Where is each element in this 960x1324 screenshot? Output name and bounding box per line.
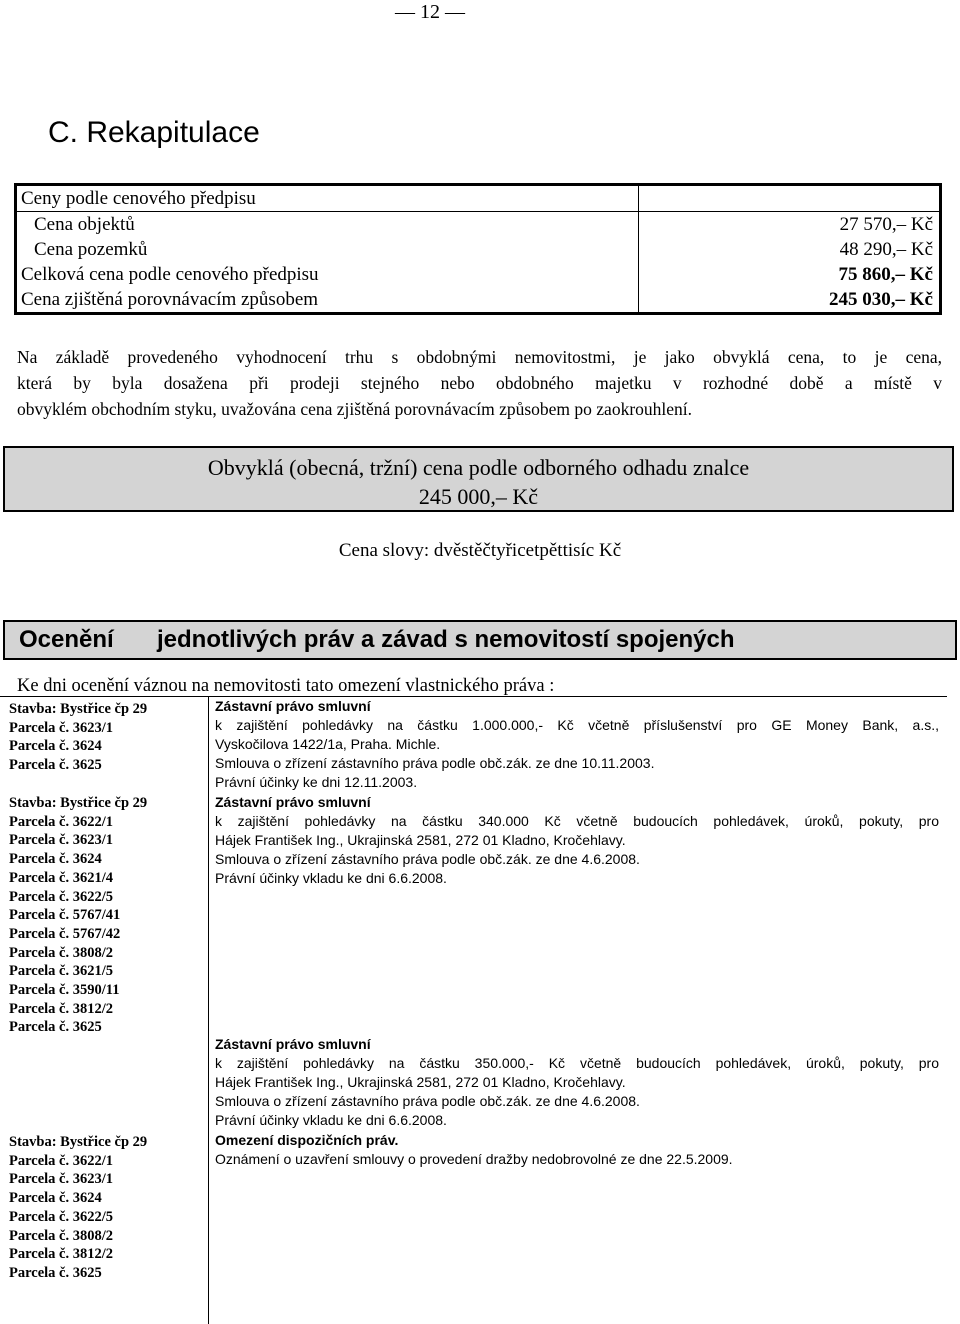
- encumbrance-line: Hájek František Ing., Ukrajinská 2581, 272 01 Kladno, Kročehlavy.: [215, 832, 626, 848]
- property-item: Parcela č. 5767/41: [9, 907, 121, 924]
- property-item: Parcela č. 5767/42: [9, 925, 121, 942]
- column-divider: [208, 697, 209, 1324]
- encumbrance-title: Zástavní právo smluvní: [215, 1036, 371, 1052]
- market-price-value: 245 000,– Kč: [418, 484, 539, 509]
- encumbrance-line: Vyskočilova 1422/1a, Praha. Michle.: [215, 736, 441, 752]
- paragraph-line: Na základě provedeného vyhodnocení trhu s obdobnými nemovitostmi, je jako obvyklá cena, to je cena,: [17, 347, 942, 367]
- encumbrance-line: Právní účinky vkladu ke dni 6.6.2008.: [215, 1112, 447, 1128]
- summary-value: 48 290,– Kč: [839, 239, 933, 260]
- summary-row: [17, 262, 939, 287]
- property-item: Parcela č. 3625: [9, 757, 102, 774]
- encumbrance-entry: [215, 697, 939, 792]
- property-item: Stavba: Bystřice čp 29: [9, 795, 148, 811]
- property-item: Parcela č. 3625: [9, 1264, 102, 1281]
- page-number-value: 12: [420, 1, 440, 23]
- valuation-paragraph: [17, 344, 942, 422]
- encumbrance-line: Právní účinky ke dni 12.11.2003.: [215, 774, 418, 790]
- property-item: Parcela č. 3621/5: [9, 963, 114, 980]
- property-item: Parcela č. 3812/2: [9, 1246, 114, 1263]
- property-item: Parcela č. 3622/5: [9, 888, 114, 905]
- rights-title-word: Ocenění: [19, 626, 114, 653]
- summary-row: [17, 287, 939, 312]
- encumbrance-line: Smlouva o zřízení zástavního práva podle obč.zák. ze dne 4.6.2008.: [215, 1093, 640, 1109]
- encumbrance-line: Smlouva o zřízení zástavního práva podle obč.zák. ze dne 10.11.2003.: [215, 755, 655, 771]
- encumbrance-title: Omezení dispozičních práv.: [215, 1132, 399, 1148]
- property-item: Parcela č. 3621/4: [9, 869, 114, 886]
- property-item: Parcela č. 3623/1: [9, 832, 114, 849]
- page-number: — 12 —: [395, 1, 465, 23]
- price-in-words: Cena slovy: dvěstěčtyřicetpěttisíc Kč: [338, 540, 622, 561]
- property-item: Parcela č. 3624: [9, 1190, 102, 1207]
- property-list: [9, 700, 147, 775]
- summary-label: Cena zjištěná porovnávacím způsobem: [17, 287, 639, 312]
- property-item: Stavba: Bystřice čp 29: [9, 701, 148, 717]
- summary-row: [17, 237, 939, 262]
- section-title: C. Rekapitulace: [48, 116, 260, 149]
- encumbrance-entry: [215, 793, 939, 888]
- summary-header-row: [17, 186, 939, 212]
- property-item: Stavba: Bystřice čp 29: [9, 1134, 148, 1150]
- property-list: [9, 794, 147, 1037]
- encumbrance-line: k zajištění pohledávky na částku 340.000 Kč včetně budoucích pohledávek, úroků, pokuty, pro: [215, 813, 939, 829]
- encumbrance-entry: [215, 1131, 939, 1169]
- encumbrance-entry: [215, 1035, 939, 1130]
- encumbrance-title: Zástavní právo smluvní: [215, 698, 371, 714]
- encumbrance-line: Hájek František Ing., Ukrajinská 2581, 272 01 Kladno, Kročehlavy.: [215, 1074, 626, 1090]
- property-item: Parcela č. 3624: [9, 738, 102, 755]
- summary-label: Celková cena podle cenového předpisu: [17, 262, 639, 287]
- summary-value: 245 030,– Kč: [829, 289, 933, 310]
- property-item: Parcela č. 3622/1: [9, 813, 114, 830]
- rights-title-rest: jednotlivých práv a závad s nemovitostí spojených: [157, 626, 735, 653]
- encumbrance-line: Oznámení o uzavření smlouvy o provedení dražby nedobrovolné ze dne 22.5.2009.: [215, 1151, 733, 1167]
- summary-label: Cena pozemků: [17, 237, 639, 262]
- encumbrance-line: k zajištění pohledávky na částku 350.000,- Kč včetně budoucích pohledávek, úroků, pokuty, pro: [215, 1055, 939, 1071]
- property-item: Parcela č. 3625: [9, 1019, 102, 1036]
- market-price-title: Obvyklá (obecná, tržní) cena podle odborného odhadu znalce: [207, 455, 750, 480]
- encumbrance-table: [0, 696, 947, 1324]
- market-price-box: [3, 446, 954, 512]
- rights-section-title: [3, 620, 957, 660]
- encumbrance-line: Smlouva o zřízení zástavního práva podle obč.zák. ze dne 4.6.2008.: [215, 851, 640, 867]
- property-item: Parcela č. 3622/1: [9, 1152, 114, 1169]
- property-item: Parcela č. 3623/1: [9, 1171, 114, 1188]
- summary-label: Cena objektů: [17, 212, 639, 237]
- property-item: Parcela č. 3808/2: [9, 1227, 114, 1244]
- property-list: [9, 1133, 147, 1283]
- property-item: Parcela č. 3590/11: [9, 982, 120, 999]
- property-item: Parcela č. 3622/5: [9, 1208, 114, 1225]
- summary-value: 75 860,– Kč: [838, 264, 933, 285]
- summary-row: [17, 212, 939, 237]
- paragraph-line: obvyklém obchodním styku, uvažována cena zjištěná porovnávacím způsobem po zaokrouhlení.: [17, 399, 693, 419]
- property-item: Parcela č. 3623/1: [9, 719, 114, 736]
- encumbrance-line: k zajištění pohledávky na částku 1.000.000,- Kč včetně příslušenství pro GE Money Bank, a.s.,: [215, 717, 939, 733]
- property-item: Parcela č. 3812/2: [9, 1000, 114, 1017]
- property-item: Parcela č. 3624: [9, 851, 102, 868]
- summary-header: Ceny podle cenového předpisu: [17, 186, 639, 211]
- paragraph-line: která by byla dosažena při prodeji stejného nebo obdobného majetku v rozhodné době a místě v: [17, 373, 942, 393]
- encumbrance-title: Zástavní právo smluvní: [215, 794, 371, 810]
- encumbrance-intro: Ke dni ocenění váznou na nemovitosti tato omezení vlastnického práva :: [17, 676, 555, 696]
- encumbrance-line: Právní účinky vkladu ke dni 6.6.2008.: [215, 870, 447, 886]
- property-item: Parcela č. 3808/2: [9, 944, 114, 961]
- summary-table: [14, 183, 942, 315]
- summary-value: 27 570,– Kč: [839, 214, 933, 235]
